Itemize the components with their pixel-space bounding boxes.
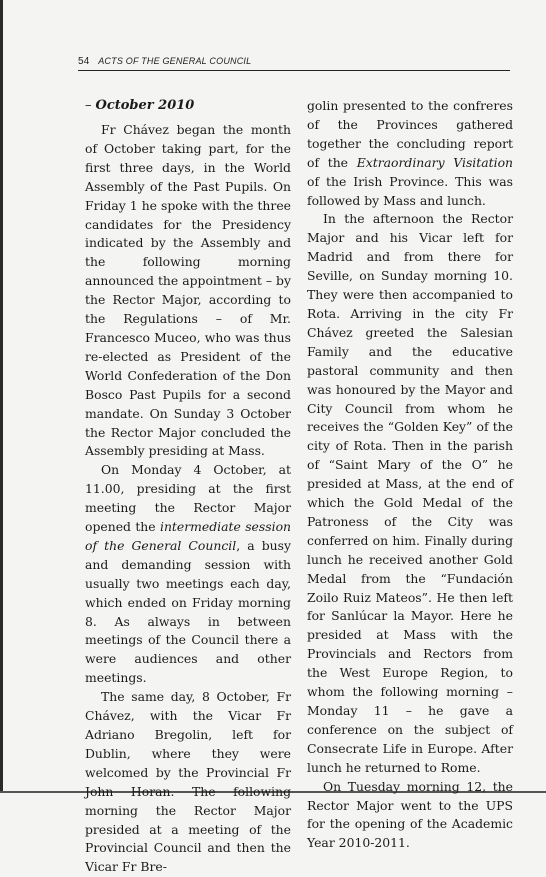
paragraph: In the afternoon the Rector Major and his Vicar left for Madrid and from there for Seville, on Sunday morning 10. They were then accompanied to Rota. Arriving in the city Fr Chávez greeted the Salesian Family and the educative pastoral community and then was honoured by the Mayor and City Council from whom he receives the “Golden Key” of the city of Rota. Then in the parish of “Saint Mary of the O” he presided at Mass, at the end of which the Gold Medal of the Patroness of the City was conferred on him. Finally during lunch he received another Gold Medal from the “Fundación Zoilo Ruiz Mateos”. He then left for Sanlúcar la Mayor. Here he presided at Mass with the Provincials and Rectors from the West Europe Region, to whom the following morning – Monday 11 – he gave a conference on the subject of Consecrate Life in Europe. After lunch he returned to Rome. — [307, 211, 513, 775]
right-column — [307, 97, 513, 853]
section-heading — [85, 97, 291, 115]
section-dash: – — [85, 98, 92, 113]
italic-text: intermediate session of the General Council — [85, 519, 292, 553]
paragraph: The same day, 8 October, Fr Chávez, with the Vicar Fr Adriano Bregolin, left for Dublin, where they were welcomed by the Provincial Fr John Horan. The following morning the Rector Major presided at a meeting of the Provincial Council and then the Vicar Fr Bre- — [85, 689, 291, 875]
text-run: golin presented to the confreres of the Provinces gathered together the concluding report of the — [307, 98, 513, 170]
text-run: , a busy and demanding session with usually two meetings each day, which ended on Friday morning 8. As always in between meetings of the Council there a were audiences and other meetings. — [85, 537, 291, 686]
paragraph: Fr Chávez began the month of October taking part, for the first three days, in the World Assembly of the Past Pupils. On Friday 1 he spoke with the three candidates for the Presidency indicated by the Assembly and the following morning announced the appointment – by the Rector Major, according to the Regulations – of Mr. Francesco Muceo, who was thus re-elected as President of the World Confederation of the Don Bosco Past Pupils for a second mandate. On Sunday 3 October the Rector Major concluded the Assembly presiding at Mass. — [85, 122, 291, 459]
page-number: 54 — [78, 56, 90, 67]
section-title: October 2010 — [95, 98, 195, 113]
page-edge — [0, 0, 3, 793]
paragraph: On Tuesday morning 12, the Rector Major went to the UPS for the opening of the Academic Year 2010-2011. — [307, 778, 513, 851]
text-run: On Monday 4 October, at 11.00, presiding at the first meeting the Rector Major opened the — [85, 462, 291, 535]
text-run: of the Irish Province. This was followed by Mass and lunch. — [307, 173, 513, 208]
italic-text: Extraordinary Visitation — [356, 154, 514, 170]
paragraph — [85, 461, 291, 688]
paragraph-continued — [307, 97, 513, 210]
running-title: ACTS OF THE GENERAL COUNCIL — [98, 56, 252, 66]
left-column — [85, 97, 291, 877]
running-header — [78, 56, 510, 71]
